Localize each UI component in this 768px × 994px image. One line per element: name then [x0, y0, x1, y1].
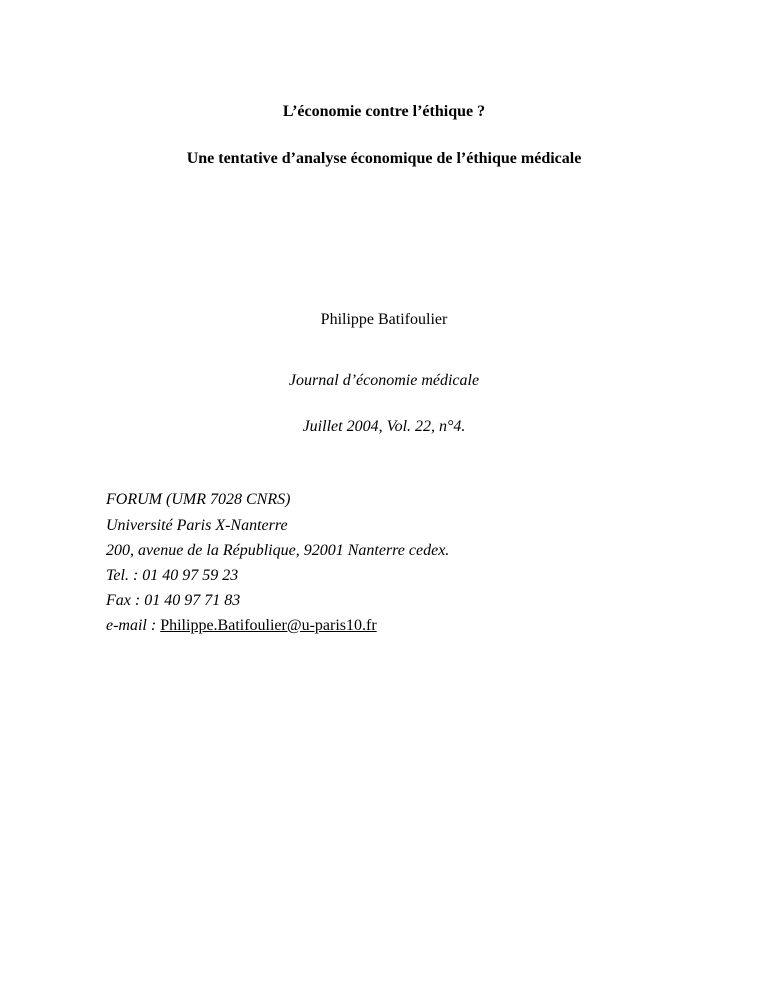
email-line — [106, 617, 377, 635]
author-name: Philippe Batifoulier — [320, 311, 448, 328]
document-subtitle: Une tentative d’analyse économique de l’éthique médicale — [186, 150, 582, 167]
address-line-fax: Fax : 01 40 97 71 83 — [106, 592, 241, 609]
journal-issue: Juillet 2004, Vol. 22, n°4. — [302, 418, 466, 435]
document-title: L’économie contre l’éthique ? — [282, 103, 486, 120]
address-line-lab: FORUM (UMR 7028 CNRS) — [106, 491, 291, 508]
journal-name: Journal d’économie médicale — [288, 372, 480, 389]
email-link[interactable]: Philippe.Batifoulier@u-paris10.fr — [160, 617, 377, 634]
address-line-phone: Tel. : 01 40 97 59 23 — [106, 567, 239, 584]
email-label: e-mail : — [106, 617, 161, 634]
address-line-university: Université Paris X-Nanterre — [106, 517, 288, 534]
address-line-street: 200, avenue de la République, 92001 Nanterre cedex. — [106, 542, 450, 559]
